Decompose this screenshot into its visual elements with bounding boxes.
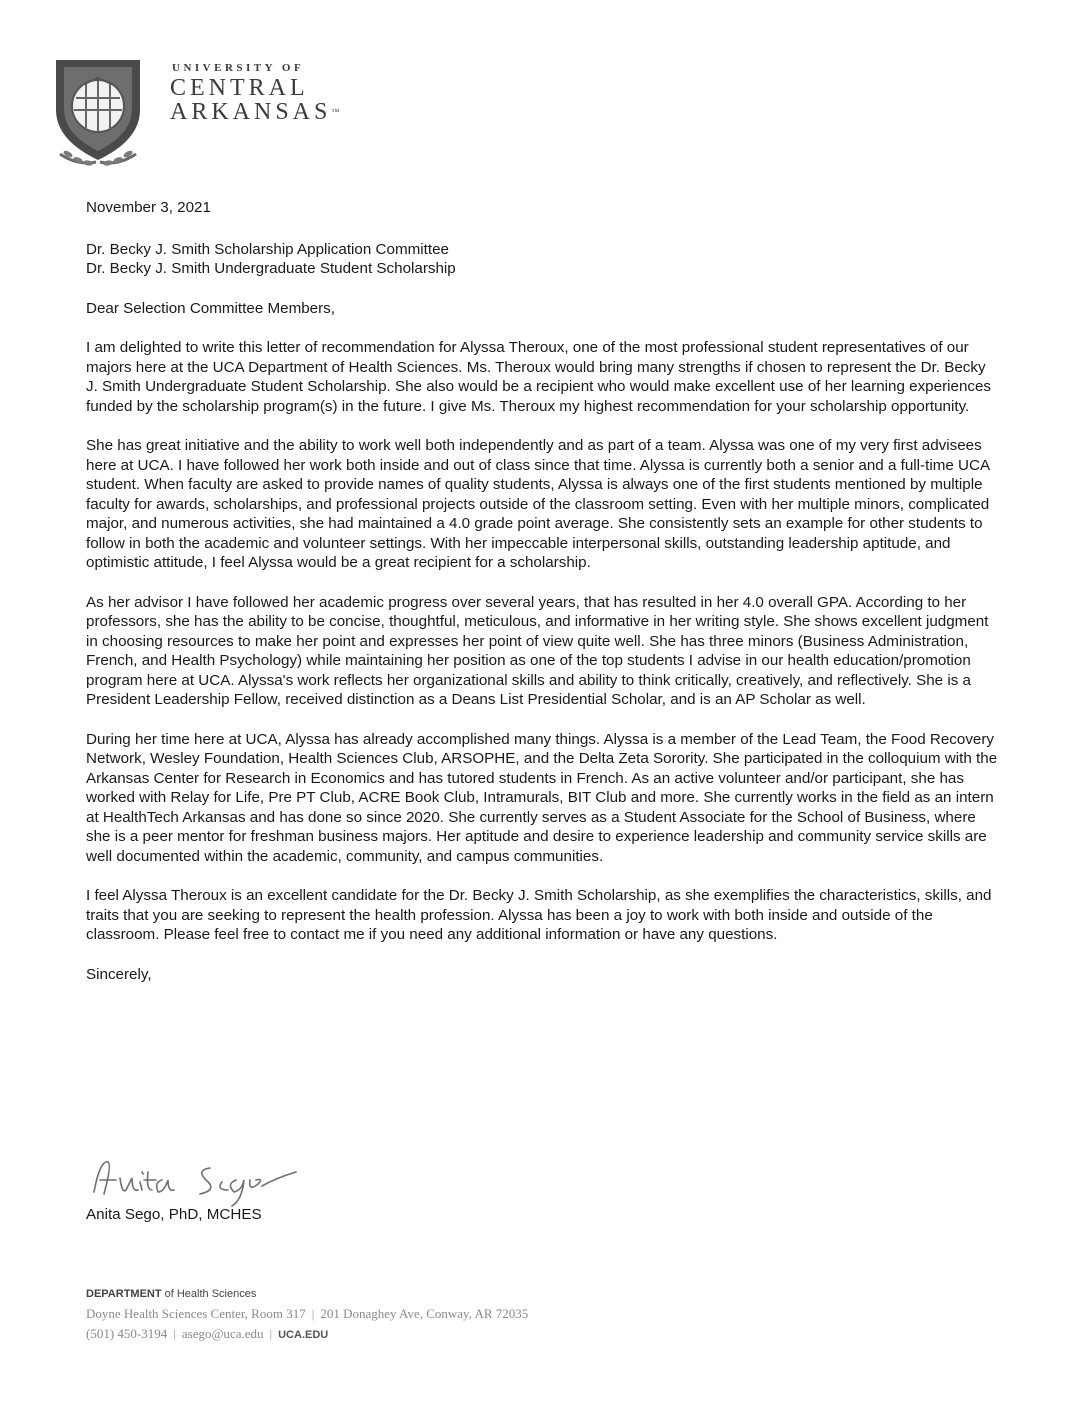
university-logo — [50, 54, 350, 174]
letter-body — [86, 198, 1001, 984]
separator: | — [311, 1306, 315, 1321]
paragraph-5: I feel Alyssa Theroux is an excellent candidate for the Dr. Becky J. Smith Scholarship, as she exemplifies the characteristics, skills, and traits that you are seeking to represent the health profession. Alyssa has been a joy to work with both inside and outside of the classroom. Please feel free to contact me if you need any additional information or have any questions. — [86, 887, 992, 943]
logo-line-arkansas — [170, 100, 339, 124]
signer-name: Anita Sego, PhD, MCHES — [86, 1206, 262, 1223]
email-link[interactable]: asego@uca.edu — [181, 1326, 264, 1341]
footer-address-line — [86, 1304, 528, 1324]
recipient-block — [86, 240, 1001, 279]
letterhead-footer — [86, 1288, 528, 1345]
street-address: 201 Donaghey Ave, Conway, AR 72035 — [320, 1306, 529, 1321]
paragraph-2: She has great initiative and the ability to work well both independently and as part of a team. Alyssa was one of my very first advisees here at UCA. I have followed her work both inside and out of class since that time. Alyssa is currently both a senior and a full-time UCA student. When faculty are asked to provide names of quality students, Alyssa is always one of the first students mentioned by multiple faculty for awards, scholarships, and professional projects outside of the classroom setting. Even with her multiple minors, complicated major, and numerous activities, she had maintained a 4.0 grade point average. She consistently sets an example for other students to follow in both the academic and volunteer settings. With her impeccable interpersonal skills, outstanding leadership aptitude, and optimistic attitude, I feel Alyssa would be a great recipient for a scholarship. — [86, 437, 990, 571]
recipient-line-2: Dr. Becky J. Smith Undergraduate Student Scholarship — [86, 260, 456, 277]
logo-arkansas-text: ARKANSAS — [170, 99, 332, 125]
recipient-line-1: Dr. Becky J. Smith Scholarship Application Committee — [86, 240, 449, 258]
salutation: Dear Selection Committee Members, — [86, 299, 335, 317]
department-name — [86, 1288, 528, 1300]
logo-line-university-of: UNIVERSITY OF — [172, 62, 305, 74]
paragraph-3: As her advisor I have followed her academic progress over several years, that has resulted in her 4.0 overall GPA. According to her professors, she has the ability to be concise, thoughtful, meticulous, and informative in her writing style. She shows excellent judgment in choosing resources to make her point and expresses her point of view quite well. She has three minors (Business Administration, French, and Health Psychology) while maintaining her position as one of the top students I advise in our health education/promotion program here at UCA. Alyssa's work reflects her organizational skills and ability to think critically, creatively, and reflectively. She is a President Leadership Fellow, received distinction as a Deans List Presidential Scholar, and is an AP Scholar as well. — [86, 593, 989, 708]
website-link[interactable]: UCA.EDU — [278, 1329, 329, 1341]
paragraph-1: I am delighted to write this letter of recommendation for Alyssa Theroux, one of the most professional student representatives of our majors here at the UCA Department of Health Sciences. Ms. Theroux would bring many strengths if chosen to represent the Dr. Becky J. Smith Undergraduate Student Scholarship. She also would be a recipient who would make excellent use of her learning experiences funded by the scholarship program(s) in the future. I give Ms. Theroux my highest recommendation for your scholarship opportunity. — [86, 339, 992, 415]
logo-line-central: CENTRAL — [170, 75, 309, 101]
separator: | — [269, 1326, 273, 1341]
letter-date: November 3, 2021 — [86, 199, 211, 216]
trademark-symbol: ™ — [331, 107, 340, 116]
separator: | — [173, 1326, 176, 1341]
building-address: Doyne Health Sciences Center, Room 317 — [86, 1306, 306, 1321]
department-label: DEPARTMENT — [86, 1288, 162, 1300]
handwritten-signature — [86, 1150, 326, 1210]
footer-contact-line — [86, 1324, 528, 1345]
university-seal-icon — [50, 54, 146, 172]
paragraph-4: During her time here at UCA, Alyssa has already accomplished many things. Alyssa is a member of the Lead Team, the Food Recovery Network, Wesley Foundation, Health Sciences Club, ARSOPHE, and the Delta Zeta Sorority. She participated in the colloquium with the Arkansas Center for Research in Economics and has tutored students in French. As an active volunteer and/or participant, she has worked with Relay for Life, Pre PT Club, ACRE Book Club, Intramurals, BIT Club and more. She currently works in the field as an intern at HealthTech Arkansas and has done so since 2020. She currently serves as a Student Associate for the School of Business, where she is a peer mentor for freshman business majors. Her aptitude and desire to experience leadership and community service skills are well documented within the academic, community, and campus communities. — [86, 730, 998, 865]
department-subject: of Health Sciences — [161, 1288, 257, 1300]
phone-number: (501) 450-3194 — [86, 1326, 168, 1341]
logo-wordmark — [158, 62, 339, 124]
closing: Sincerely, — [86, 965, 152, 983]
